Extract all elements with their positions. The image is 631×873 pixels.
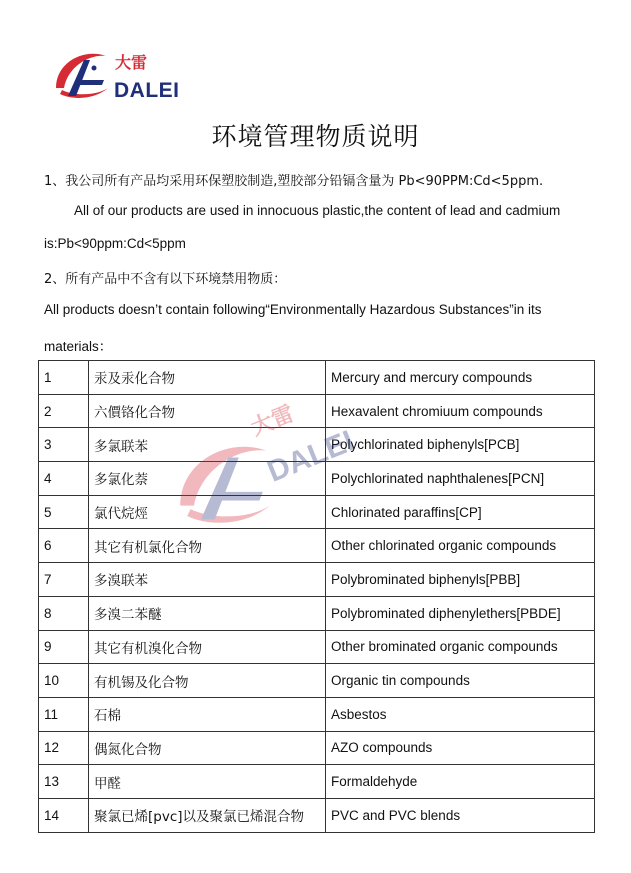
table-row	[39, 765, 595, 799]
table-row	[39, 394, 595, 428]
row-number-cell: 3	[39, 428, 89, 462]
english-name-cell: Polychlorinated naphthalenes[PCN]	[326, 462, 595, 496]
row-number-cell: 1	[39, 361, 89, 395]
table-row	[39, 697, 595, 731]
row-number-cell: 8	[39, 596, 89, 630]
english-name-cell: AZO compounds	[326, 731, 595, 765]
chinese-name-cell: 氯代烷烴	[89, 495, 326, 529]
row-number-cell: 4	[39, 462, 89, 496]
table-row	[39, 630, 595, 664]
english-name-cell: Polychlorinated biphenyls[PCB]	[326, 428, 595, 462]
table-row	[39, 495, 595, 529]
english-name-cell: Other chlorinated organic compounds	[326, 529, 595, 563]
english-name-cell: Hexavalent chromiuum compounds	[326, 394, 595, 428]
chinese-name-cell: 有机锡及化合物	[89, 664, 326, 698]
chinese-name-cell: 汞及汞化合物	[89, 361, 326, 395]
english-name-cell: Other brominated organic compounds	[326, 630, 595, 664]
page-title: 环境管理物质说明	[211, 122, 420, 151]
english-name-cell: Asbestos	[326, 697, 595, 731]
row-number-cell: 7	[39, 563, 89, 597]
logo-mark-icon	[50, 44, 114, 108]
chinese-name-cell: 多溴联苯	[89, 563, 326, 597]
english-name-cell: Formaldehyde	[326, 765, 595, 799]
chinese-name-cell: 甲醛	[89, 765, 326, 799]
hazardous-substances-table	[38, 360, 595, 833]
english-name-cell: Polybrominated diphenylethers[PBDE]	[326, 596, 595, 630]
chinese-name-cell: 多氯化萘	[89, 462, 326, 496]
watermark-chinese-name: 大雷	[247, 401, 298, 442]
row-number-cell: 14	[39, 798, 89, 832]
chinese-name-cell: 六價铬化合物	[89, 394, 326, 428]
row-number-cell: 12	[39, 731, 89, 765]
paragraph-2-english-line-1: All products doesn’t contain following“Environmentally Hazardous Substances”in its	[44, 302, 542, 317]
english-name-cell: Polybrominated biphenyls[PBB]	[326, 563, 595, 597]
row-number-cell: 13	[39, 765, 89, 799]
chinese-name-cell: 其它有机氯化合物	[89, 529, 326, 563]
chinese-name-cell: 多氯联苯	[89, 428, 326, 462]
chinese-name-cell: 石棉	[89, 697, 326, 731]
row-number-cell: 6	[39, 529, 89, 563]
chinese-name-cell: 偶氮化合物	[89, 731, 326, 765]
english-name-cell: Mercury and mercury compounds	[326, 361, 595, 395]
english-name-cell: PVC and PVC blends	[326, 798, 595, 832]
table-row	[39, 798, 595, 832]
table-row	[39, 596, 595, 630]
table-row	[39, 462, 595, 496]
row-number-cell: 10	[39, 664, 89, 698]
paragraph-1-english-line-2: is:Pb<90ppm:Cd<5ppm	[44, 236, 186, 251]
chinese-name-cell: 聚氯已烯[pvc]以及聚氯已烯混合物	[89, 798, 326, 832]
english-name-cell: Organic tin compounds	[326, 664, 595, 698]
row-number-cell: 2	[39, 394, 89, 428]
table-row	[39, 731, 595, 765]
row-number-cell: 11	[39, 697, 89, 731]
paragraph-2-english-line-2: materials：	[44, 339, 113, 354]
table-row	[39, 428, 595, 462]
company-logo	[50, 44, 190, 108]
watermark-english-name: DALEI	[262, 424, 359, 489]
english-name-cell: Chlorinated paraffins[CP]	[326, 495, 595, 529]
row-number-cell: 9	[39, 630, 89, 664]
table-row	[39, 664, 595, 698]
chinese-name-cell: 多溴二苯醚	[89, 596, 326, 630]
table-row	[39, 529, 595, 563]
table-row	[39, 361, 595, 395]
paragraph-1-chinese: 1、我公司所有产品均采用环保塑胶制造,塑胶部分铅镉含量为 Pb<90PPM:Cd<5ppm.	[44, 174, 544, 189]
paragraph-1-english-line-1: All of our products are used in innocuous plastic,the content of lead and cadmium	[74, 203, 561, 218]
paragraph-2-chinese: 2、所有产品中不含有以下环境禁用物质：	[44, 272, 287, 287]
logo-english-name: DALEI	[114, 79, 180, 102]
chinese-name-cell: 其它有机溴化合物	[89, 630, 326, 664]
logo-chinese-name: 大雷	[115, 53, 148, 72]
table-row	[39, 563, 595, 597]
row-number-cell: 5	[39, 495, 89, 529]
